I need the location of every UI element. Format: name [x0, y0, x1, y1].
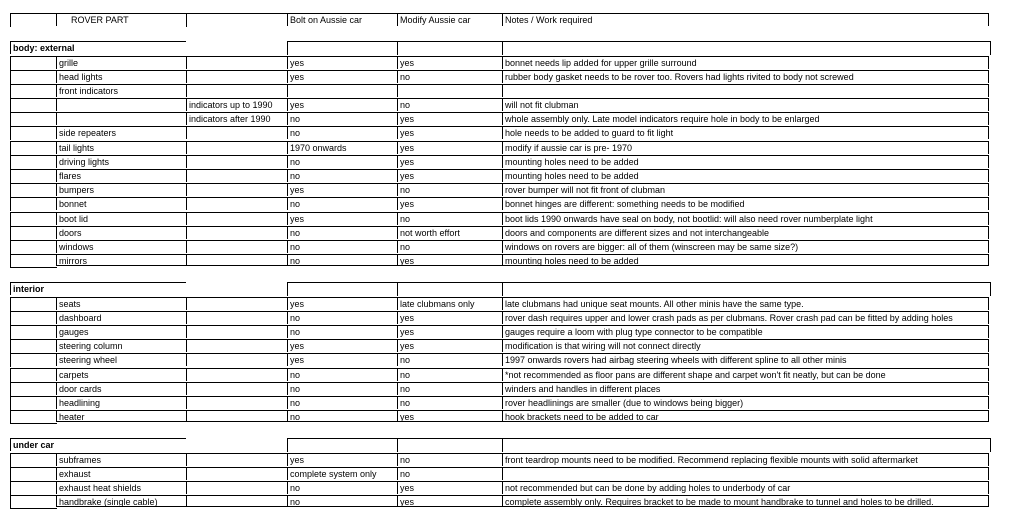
- part-name-cell: handbrake (single cable): [56, 495, 186, 507]
- notes-cell: modify if aussie car is pre- 1970: [502, 141, 989, 154]
- table-row: [10, 70, 990, 84]
- sub-part-cell: [186, 467, 287, 480]
- table-row: [10, 197, 990, 211]
- sub-part-cell: [186, 169, 287, 182]
- modify-cell: no: [397, 382, 502, 395]
- notes-cell: *not recommended as floor pans are different shape and carpet won't fit neatly, but can be done: [502, 368, 989, 381]
- part-name-cell: [56, 112, 186, 125]
- bolt-on-cell: no: [287, 126, 397, 139]
- table-row: [10, 339, 990, 353]
- table-row: [10, 453, 990, 467]
- indent-cell: [10, 155, 57, 169]
- modify-cell: yes: [397, 141, 502, 154]
- bolt-on-cell: no: [287, 410, 397, 422]
- modify-cell: yes: [397, 155, 502, 168]
- part-name-cell: doors: [56, 226, 186, 239]
- part-name-cell: head lights: [56, 70, 186, 83]
- part-name-cell: heater: [56, 410, 186, 422]
- notes-cell: mounting holes need to be added: [502, 169, 989, 182]
- parts-compatibility-table: [10, 10, 990, 511]
- section-title: interior: [10, 282, 186, 295]
- indent-cell: [10, 481, 57, 495]
- bolt-on-cell: no: [287, 197, 397, 210]
- bolt-on-cell: yes: [287, 56, 397, 69]
- notes-cell: hook brackets need to be added to car: [502, 410, 989, 422]
- bolt-on-cell: no: [287, 481, 397, 494]
- notes-cell: winders and handles in different places: [502, 382, 989, 395]
- bolt-on-cell: no: [287, 112, 397, 125]
- part-name-cell: [56, 98, 186, 111]
- notes-cell: rover bumper will not fit front of clubman: [502, 183, 989, 196]
- part-name-cell: subframes: [56, 453, 186, 466]
- header-bolt-on: Bolt on Aussie car: [287, 13, 397, 26]
- table-row: [10, 56, 990, 70]
- table-row: [10, 98, 990, 112]
- notes-cell: boot lids 1990 onwards have seal on body, not bootlid: will also need rover numberplate light: [502, 212, 989, 225]
- notes-cell: modification is that wiring will not connect directly: [502, 339, 989, 352]
- notes-cell: mounting holes need to be added: [502, 155, 989, 168]
- header-rover-part: ROVER PART: [56, 13, 186, 26]
- sub-part-cell: [186, 226, 287, 239]
- part-name-cell: side repeaters: [56, 126, 186, 139]
- indent-cell: [10, 339, 57, 353]
- table-row: [10, 112, 990, 126]
- notes-cell: [502, 84, 989, 97]
- indent-cell: [10, 126, 57, 140]
- modify-cell: no: [397, 467, 502, 480]
- notes-cell: [502, 467, 989, 480]
- indent-cell: [10, 212, 57, 226]
- table-row: [10, 226, 990, 240]
- table-row: [10, 353, 990, 367]
- modify-cell: yes: [397, 311, 502, 324]
- bolt-on-cell: yes: [287, 70, 397, 83]
- header-notes: Notes / Work required: [502, 13, 989, 26]
- part-name-cell: door cards: [56, 382, 186, 395]
- indent-cell: [10, 325, 57, 339]
- bolt-on-cell: no: [287, 311, 397, 324]
- modify-cell: yes: [397, 339, 502, 352]
- indent-cell: [10, 70, 57, 84]
- indent-cell: [10, 368, 57, 382]
- table-row: [10, 382, 990, 396]
- part-name-cell: dashboard: [56, 311, 186, 324]
- bolt-on-cell: [287, 84, 397, 97]
- table-row: [10, 325, 990, 339]
- indent-cell: [10, 382, 57, 396]
- notes-cell: whole assembly only. Late model indicators require hole in body to be enlarged: [502, 112, 989, 125]
- blank-cell: [397, 41, 503, 55]
- sub-part-cell: [186, 70, 287, 83]
- modify-cell: no: [397, 183, 502, 196]
- bolt-on-cell: no: [287, 155, 397, 168]
- bolt-on-cell: yes: [287, 453, 397, 466]
- table-row: [10, 141, 990, 155]
- notes-cell: windows on rovers are bigger: all of them (winscreen may be same size?): [502, 240, 989, 253]
- table-row: [10, 212, 990, 226]
- part-name-cell: grille: [56, 56, 186, 69]
- part-name-cell: mirrors: [56, 254, 186, 266]
- part-name-cell: carpets: [56, 368, 186, 381]
- part-name-cell: bonnet: [56, 197, 186, 210]
- indent-cell: [10, 112, 57, 126]
- sub-part-cell: [186, 183, 287, 196]
- blank-cell: [397, 438, 503, 452]
- section-title-row: [10, 438, 990, 452]
- part-name-cell: exhaust heat shields: [56, 481, 186, 494]
- header-blank-cell: [186, 13, 288, 27]
- part-name-cell: boot lid: [56, 212, 186, 225]
- bolt-on-cell: 1970 onwards: [287, 141, 397, 154]
- sub-part-cell: [186, 56, 287, 69]
- sub-part-cell: indicators after 1990: [186, 112, 287, 125]
- modify-cell: yes: [397, 56, 502, 69]
- table-row: [10, 495, 990, 509]
- indent-cell: [10, 226, 57, 240]
- indent-cell: [10, 453, 57, 467]
- part-name-cell: exhaust: [56, 467, 186, 480]
- modify-cell: yes: [397, 197, 502, 210]
- notes-cell: front teardrop mounts need to be modified. Recommend replacing flexible mounts with solid aftermarket: [502, 453, 989, 466]
- notes-cell: not recommended but can be done by adding holes to underbody of car: [502, 481, 989, 494]
- modify-cell: [397, 84, 502, 97]
- indent-cell: [10, 396, 57, 410]
- sub-part-cell: [186, 481, 287, 494]
- table-row: [10, 84, 990, 98]
- table-row: [10, 297, 990, 311]
- sub-part-cell: [186, 155, 287, 168]
- table-row: [10, 183, 990, 197]
- sub-part-cell: [186, 254, 287, 266]
- modify-cell: yes: [397, 169, 502, 182]
- sub-part-cell: [186, 353, 287, 366]
- bolt-on-cell: no: [287, 325, 397, 338]
- bolt-on-cell: no: [287, 169, 397, 182]
- blank-cell: [287, 282, 398, 296]
- modify-cell: yes: [397, 112, 502, 125]
- part-name-cell: steering column: [56, 339, 186, 352]
- header-modify: Modify Aussie car: [397, 13, 502, 26]
- notes-cell: doors and components are different sizes and not interchangeable: [502, 226, 989, 239]
- notes-cell: rover dash requires upper and lower crash pads as per clubmans. Rover crash pad can be fitted by adding holes: [502, 311, 989, 324]
- modify-cell: no: [397, 368, 502, 381]
- section-title-row: [10, 282, 990, 296]
- indent-cell: [10, 98, 57, 112]
- sub-part-cell: [186, 311, 287, 324]
- blank-cell: [502, 438, 991, 452]
- table-row: [10, 481, 990, 495]
- sub-part-cell: [186, 396, 287, 409]
- notes-cell: late clubmans had unique seat mounts. All other minis have the same type.: [502, 297, 989, 310]
- table-row: [10, 368, 990, 382]
- modify-cell: no: [397, 240, 502, 253]
- blank-cell: [502, 41, 991, 55]
- notes-cell: hole needs to be added to guard to fit light: [502, 126, 989, 139]
- modify-cell: no: [397, 353, 502, 366]
- sub-part-cell: indicators up to 1990: [186, 98, 287, 111]
- sub-part-cell: [186, 495, 287, 507]
- notes-cell: bonnet needs lip added for upper grille surround: [502, 56, 989, 69]
- modify-cell: no: [397, 396, 502, 409]
- blank-cell: [287, 438, 398, 452]
- blank-cell: [502, 282, 991, 296]
- modify-cell: no: [397, 98, 502, 111]
- indent-cell: [10, 197, 57, 211]
- indent-cell: [10, 240, 57, 254]
- part-name-cell: driving lights: [56, 155, 186, 168]
- modify-cell: no: [397, 212, 502, 225]
- bolt-on-cell: yes: [287, 183, 397, 196]
- notes-cell: gauges require a loom with plug type connector to be compatible: [502, 325, 989, 338]
- indent-cell: [10, 56, 57, 70]
- notes-cell: bonnet hinges are different: something needs to be modified: [502, 197, 989, 210]
- sub-part-cell: [186, 368, 287, 381]
- bolt-on-cell: no: [287, 226, 397, 239]
- bolt-on-cell: yes: [287, 353, 397, 366]
- part-name-cell: gauges: [56, 325, 186, 338]
- modify-cell: yes: [397, 254, 502, 266]
- bolt-on-cell: no: [287, 368, 397, 381]
- part-name-cell: bumpers: [56, 183, 186, 196]
- sub-part-cell: [186, 325, 287, 338]
- bolt-on-cell: yes: [287, 212, 397, 225]
- table-row: [10, 396, 990, 410]
- blank-cell: [397, 282, 503, 296]
- indent-cell: [10, 169, 57, 183]
- indent-cell: [10, 297, 57, 311]
- modify-cell: no: [397, 70, 502, 83]
- notes-cell: complete assembly only. Requires bracket to be made to mount handbrake to tunnel and holes to be drilled.: [502, 495, 989, 507]
- bolt-on-cell: no: [287, 396, 397, 409]
- sub-part-cell: [186, 197, 287, 210]
- indent-cell: [10, 254, 57, 268]
- indent-cell: [10, 410, 57, 424]
- modify-cell: yes: [397, 325, 502, 338]
- indent-cell: [10, 467, 57, 481]
- indent-cell: [10, 84, 57, 98]
- modify-cell: yes: [397, 410, 502, 422]
- bolt-on-cell: yes: [287, 339, 397, 352]
- modify-cell: late clubmans only: [397, 297, 502, 310]
- table-row: [10, 254, 990, 268]
- sub-part-cell: [186, 339, 287, 352]
- table-row: [10, 311, 990, 325]
- bolt-on-cell: no: [287, 240, 397, 253]
- section-title: body: external: [10, 41, 186, 54]
- part-name-cell: seats: [56, 297, 186, 310]
- sub-part-cell: [186, 212, 287, 225]
- section-title: under car: [10, 438, 186, 451]
- blank-cell: [287, 41, 398, 55]
- indent-cell: [10, 311, 57, 325]
- part-name-cell: windows: [56, 240, 186, 253]
- sub-part-cell: [186, 240, 287, 253]
- part-name-cell: front indicators: [56, 84, 186, 97]
- sub-part-cell: [186, 382, 287, 395]
- notes-cell: will not fit clubman: [502, 98, 989, 111]
- table-row: [10, 467, 990, 481]
- sub-part-cell: [186, 84, 287, 97]
- notes-cell: rover headlinings are smaller (due to windows being bigger): [502, 396, 989, 409]
- table-row: [10, 155, 990, 169]
- bolt-on-cell: complete system only: [287, 467, 397, 480]
- indent-cell: [10, 353, 57, 367]
- section-title-row: [10, 41, 990, 55]
- sub-part-cell: [186, 297, 287, 310]
- table-row: [10, 410, 990, 424]
- indent-cell: [10, 141, 57, 155]
- indent-cell: [10, 495, 57, 509]
- table-row: [10, 169, 990, 183]
- bolt-on-cell: no: [287, 382, 397, 395]
- notes-cell: 1997 onwards rovers had airbag steering wheels with different spline to all other minis: [502, 353, 989, 366]
- bolt-on-cell: no: [287, 254, 397, 266]
- table-row: [10, 126, 990, 140]
- sub-part-cell: [186, 410, 287, 422]
- sub-part-cell: [186, 141, 287, 154]
- header-row: [10, 13, 990, 27]
- modify-cell: no: [397, 453, 502, 466]
- header-blank-cell: [10, 13, 57, 27]
- modify-cell: yes: [397, 126, 502, 139]
- part-name-cell: headlining: [56, 396, 186, 409]
- part-name-cell: tail lights: [56, 141, 186, 154]
- modify-cell: yes: [397, 495, 502, 507]
- modify-cell: not worth effort: [397, 226, 502, 239]
- bolt-on-cell: yes: [287, 297, 397, 310]
- indent-cell: [10, 183, 57, 197]
- part-name-cell: flares: [56, 169, 186, 182]
- sub-part-cell: [186, 453, 287, 466]
- notes-cell: rubber body gasket needs to be rover too. Rovers had lights rivited to body not screwed: [502, 70, 989, 83]
- bolt-on-cell: yes: [287, 98, 397, 111]
- notes-cell: mounting holes need to be added: [502, 254, 989, 266]
- table-row: [10, 240, 990, 254]
- modify-cell: yes: [397, 481, 502, 494]
- bolt-on-cell: no: [287, 495, 397, 507]
- sub-part-cell: [186, 126, 287, 139]
- part-name-cell: steering wheel: [56, 353, 186, 366]
